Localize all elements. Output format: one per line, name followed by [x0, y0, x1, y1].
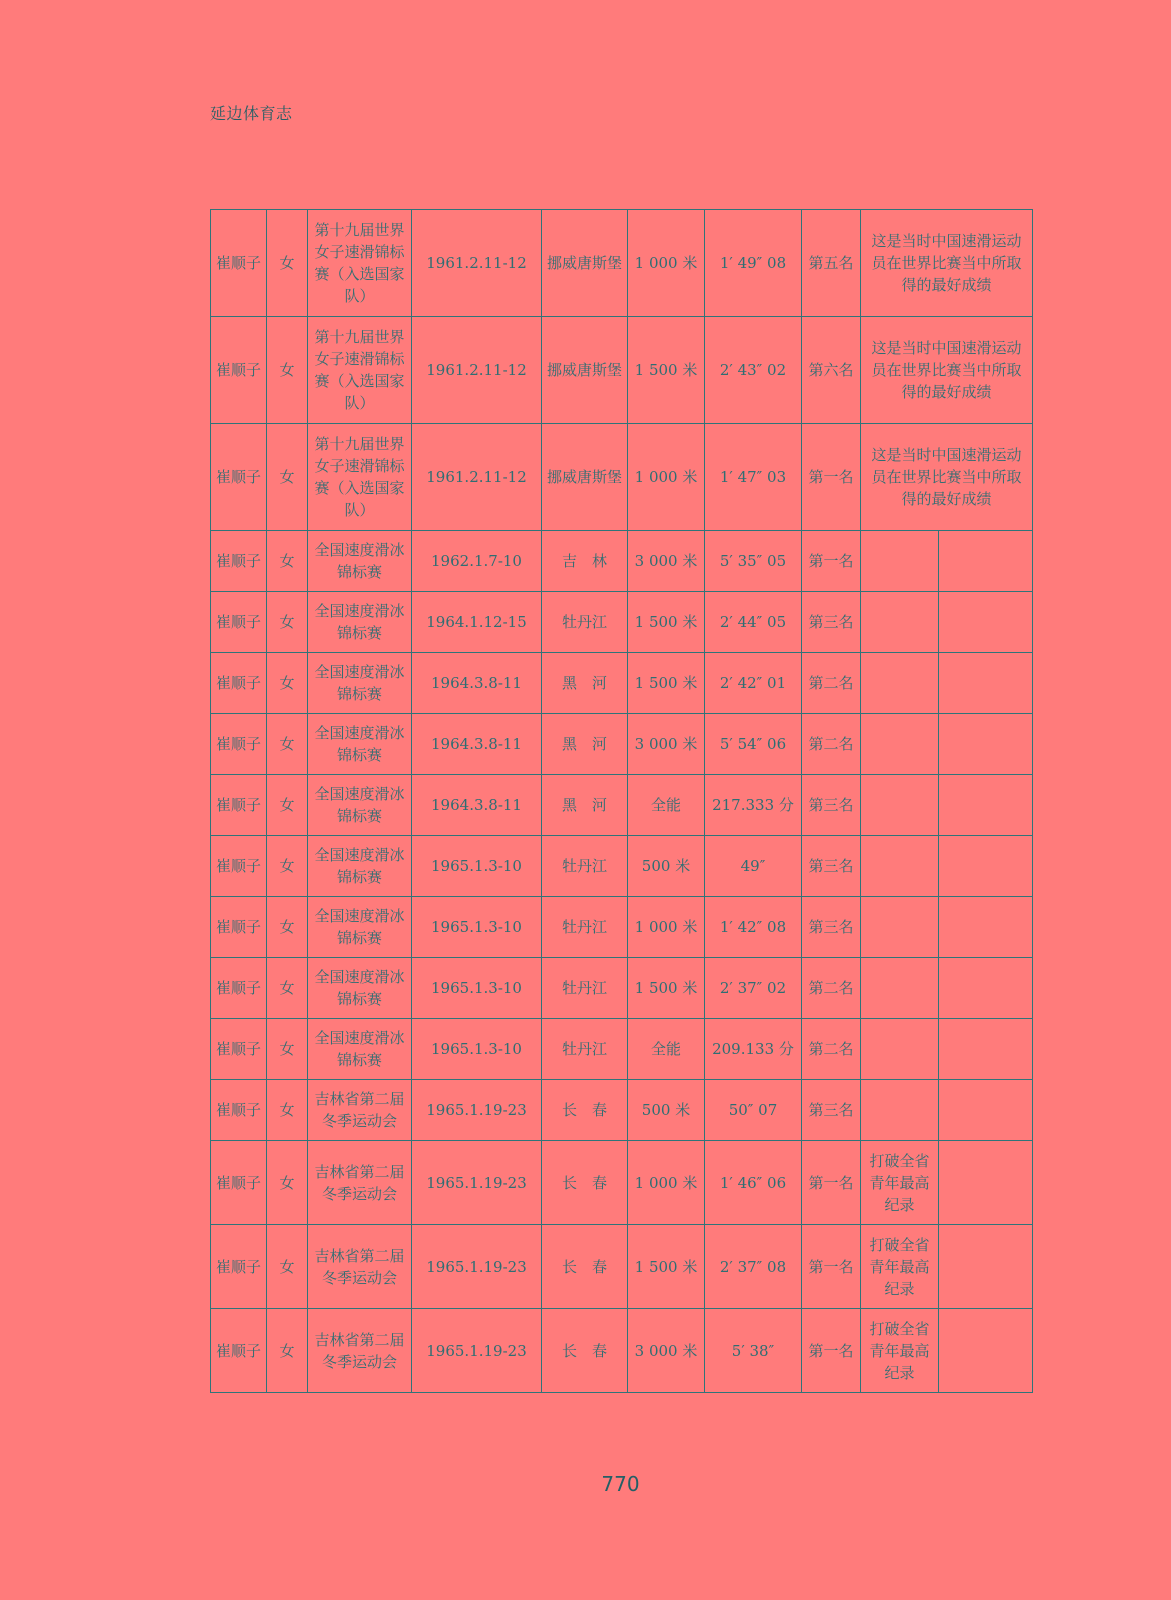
- result-cell: 209.133 分: [705, 1019, 802, 1080]
- sex-cell: 女: [267, 836, 308, 897]
- athlete-name-cell: 崔顺子: [211, 958, 267, 1019]
- note-cell: [861, 714, 939, 775]
- place-cell: 挪威唐斯堡: [542, 317, 628, 424]
- blank-cell: [939, 1225, 1033, 1309]
- place-cell: 牡丹江: [542, 897, 628, 958]
- result-cell: 5′ 35″ 05: [705, 531, 802, 592]
- event-cell: 全国速度滑冰锦标赛: [308, 653, 412, 714]
- rank-cell: 第一名: [802, 424, 861, 531]
- place-cell: 长 春: [542, 1141, 628, 1225]
- rank-cell: 第二名: [802, 958, 861, 1019]
- athlete-name-cell: 崔顺子: [211, 1225, 267, 1309]
- result-cell: 1′ 49″ 08: [705, 210, 802, 317]
- event-cell: 吉林省第二届冬季运动会: [308, 1225, 412, 1309]
- note-cell: [861, 775, 939, 836]
- place-cell: 牡丹江: [542, 592, 628, 653]
- result-cell: 5′ 54″ 06: [705, 714, 802, 775]
- sex-cell: 女: [267, 1019, 308, 1080]
- distance-cell: 1 500 米: [628, 1225, 705, 1309]
- event-cell: 全国速度滑冰锦标赛: [308, 592, 412, 653]
- event-cell: 吉林省第二届冬季运动会: [308, 1309, 412, 1393]
- date-cell: 1964.3.8-11: [412, 775, 542, 836]
- athlete-name-cell: 崔顺子: [211, 210, 267, 317]
- result-cell: 217.333 分: [705, 775, 802, 836]
- date-cell: 1965.1.3-10: [412, 897, 542, 958]
- table-row: [211, 531, 1033, 592]
- table-row: [211, 424, 1033, 531]
- table-row: [211, 210, 1033, 317]
- distance-cell: 3 000 米: [628, 1309, 705, 1393]
- sex-cell: 女: [267, 1309, 308, 1393]
- result-cell: 2′ 37″ 02: [705, 958, 802, 1019]
- sex-cell: 女: [267, 1141, 308, 1225]
- result-cell: 1′ 46″ 06: [705, 1141, 802, 1225]
- distance-cell: 1 500 米: [628, 592, 705, 653]
- date-cell: 1964.1.12-15: [412, 592, 542, 653]
- table-row: [211, 653, 1033, 714]
- result-cell: 2′ 43″ 02: [705, 317, 802, 424]
- result-cell: 1′ 42″ 08: [705, 897, 802, 958]
- date-cell: 1961.2.11-12: [412, 317, 542, 424]
- distance-cell: 1 500 米: [628, 958, 705, 1019]
- distance-cell: 3 000 米: [628, 531, 705, 592]
- date-cell: 1962.1.7-10: [412, 531, 542, 592]
- note-cell: [861, 653, 939, 714]
- event-cell: 第十九届世界女子速滑锦标赛（入选国家队）: [308, 424, 412, 531]
- rank-cell: 第一名: [802, 531, 861, 592]
- date-cell: 1964.3.8-11: [412, 714, 542, 775]
- note-cell: [861, 1019, 939, 1080]
- table-row: [211, 1309, 1033, 1393]
- table-body: [211, 210, 1033, 1393]
- distance-cell: 1 000 米: [628, 1141, 705, 1225]
- event-cell: 全国速度滑冰锦标赛: [308, 836, 412, 897]
- blank-cell: [939, 531, 1033, 592]
- distance-cell: 1 000 米: [628, 897, 705, 958]
- rank-cell: 第五名: [802, 210, 861, 317]
- distance-cell: 3 000 米: [628, 714, 705, 775]
- place-cell: 牡丹江: [542, 958, 628, 1019]
- athlete-name-cell: 崔顺子: [211, 653, 267, 714]
- rank-cell: 第三名: [802, 592, 861, 653]
- place-cell: 吉 林: [542, 531, 628, 592]
- result-cell: 2′ 37″ 08: [705, 1225, 802, 1309]
- distance-cell: 1 000 米: [628, 210, 705, 317]
- place-cell: 牡丹江: [542, 1019, 628, 1080]
- note-cell: 打破全省青年最高纪录: [861, 1225, 939, 1309]
- date-cell: 1965.1.19-23: [412, 1141, 542, 1225]
- note-cell: 这是当时中国速滑运动员在世界比赛当中所取得的最好成绩: [861, 424, 1033, 531]
- table-row: [211, 1141, 1033, 1225]
- rank-cell: 第三名: [802, 836, 861, 897]
- date-cell: 1964.3.8-11: [412, 653, 542, 714]
- event-cell: 吉林省第二届冬季运动会: [308, 1141, 412, 1225]
- table-row: [211, 1080, 1033, 1141]
- event-cell: 第十九届世界女子速滑锦标赛（入选国家队）: [308, 317, 412, 424]
- event-cell: 全国速度滑冰锦标赛: [308, 714, 412, 775]
- running-header: 延边体育志: [210, 104, 293, 123]
- rank-cell: 第一名: [802, 1225, 861, 1309]
- sex-cell: 女: [267, 1080, 308, 1141]
- blank-cell: [939, 1309, 1033, 1393]
- result-cell: 50″ 07: [705, 1080, 802, 1141]
- place-cell: 牡丹江: [542, 836, 628, 897]
- place-cell: 挪威唐斯堡: [542, 210, 628, 317]
- table-row: [211, 958, 1033, 1019]
- result-cell: 49″: [705, 836, 802, 897]
- blank-cell: [939, 653, 1033, 714]
- blank-cell: [939, 1019, 1033, 1080]
- sex-cell: 女: [267, 958, 308, 1019]
- table-row: [211, 714, 1033, 775]
- note-cell: 这是当时中国速滑运动员在世界比赛当中所取得的最好成绩: [861, 317, 1033, 424]
- blank-cell: [939, 775, 1033, 836]
- table-row: [211, 897, 1033, 958]
- athlete-name-cell: 崔顺子: [211, 1141, 267, 1225]
- rank-cell: 第二名: [802, 653, 861, 714]
- rank-cell: 第二名: [802, 714, 861, 775]
- place-cell: 黑 河: [542, 714, 628, 775]
- date-cell: 1965.1.19-23: [412, 1080, 542, 1141]
- distance-cell: 1 500 米: [628, 317, 705, 424]
- athlete-name-cell: 崔顺子: [211, 531, 267, 592]
- distance-cell: 500 米: [628, 1080, 705, 1141]
- blank-cell: [939, 958, 1033, 1019]
- blank-cell: [939, 592, 1033, 653]
- distance-cell: 全能: [628, 1019, 705, 1080]
- event-cell: 吉林省第二届冬季运动会: [308, 1080, 412, 1141]
- rank-cell: 第三名: [802, 1080, 861, 1141]
- athlete-name-cell: 崔顺子: [211, 1080, 267, 1141]
- athlete-name-cell: 崔顺子: [211, 897, 267, 958]
- sex-cell: 女: [267, 210, 308, 317]
- athlete-name-cell: 崔顺子: [211, 1309, 267, 1393]
- athlete-name-cell: 崔顺子: [211, 1019, 267, 1080]
- note-cell: [861, 531, 939, 592]
- date-cell: 1961.2.11-12: [412, 424, 542, 531]
- note-cell: [861, 836, 939, 897]
- place-cell: 长 春: [542, 1080, 628, 1141]
- date-cell: 1965.1.3-10: [412, 836, 542, 897]
- athlete-name-cell: 崔顺子: [211, 592, 267, 653]
- date-cell: 1965.1.19-23: [412, 1309, 542, 1393]
- note-cell: [861, 897, 939, 958]
- rank-cell: 第三名: [802, 775, 861, 836]
- distance-cell: 1 500 米: [628, 653, 705, 714]
- place-cell: 长 春: [542, 1309, 628, 1393]
- event-cell: 全国速度滑冰锦标赛: [308, 958, 412, 1019]
- event-cell: 第十九届世界女子速滑锦标赛（入选国家队）: [308, 210, 412, 317]
- date-cell: 1965.1.19-23: [412, 1225, 542, 1309]
- note-cell: [861, 958, 939, 1019]
- athlete-name-cell: 崔顺子: [211, 714, 267, 775]
- athlete-name-cell: 崔顺子: [211, 317, 267, 424]
- table-row: [211, 317, 1033, 424]
- athlete-name-cell: 崔顺子: [211, 424, 267, 531]
- table-row: [211, 775, 1033, 836]
- note-cell: [861, 592, 939, 653]
- date-cell: 1965.1.3-10: [412, 1019, 542, 1080]
- distance-cell: 1 000 米: [628, 424, 705, 531]
- place-cell: 挪威唐斯堡: [542, 424, 628, 531]
- distance-cell: 500 米: [628, 836, 705, 897]
- rank-cell: 第六名: [802, 317, 861, 424]
- event-cell: 全国速度滑冰锦标赛: [308, 897, 412, 958]
- sex-cell: 女: [267, 775, 308, 836]
- rank-cell: 第二名: [802, 1019, 861, 1080]
- sex-cell: 女: [267, 897, 308, 958]
- event-cell: 全国速度滑冰锦标赛: [308, 775, 412, 836]
- blank-cell: [939, 897, 1033, 958]
- result-cell: 2′ 42″ 01: [705, 653, 802, 714]
- table-row: [211, 1225, 1033, 1309]
- date-cell: 1965.1.3-10: [412, 958, 542, 1019]
- date-cell: 1961.2.11-12: [412, 210, 542, 317]
- note-cell: 打破全省青年最高纪录: [861, 1309, 939, 1393]
- sex-cell: 女: [267, 1225, 308, 1309]
- sex-cell: 女: [267, 714, 308, 775]
- sex-cell: 女: [267, 531, 308, 592]
- result-cell: 5′ 38″: [705, 1309, 802, 1393]
- sex-cell: 女: [267, 317, 308, 424]
- blank-cell: [939, 1080, 1033, 1141]
- blank-cell: [939, 836, 1033, 897]
- table-row: [211, 1019, 1033, 1080]
- sex-cell: 女: [267, 653, 308, 714]
- table-row: [211, 592, 1033, 653]
- athlete-name-cell: 崔顺子: [211, 775, 267, 836]
- rank-cell: 第三名: [802, 897, 861, 958]
- place-cell: 长 春: [542, 1225, 628, 1309]
- blank-cell: [939, 714, 1033, 775]
- records-table: [210, 209, 1033, 1393]
- event-cell: 全国速度滑冰锦标赛: [308, 1019, 412, 1080]
- note-cell: [861, 1080, 939, 1141]
- rank-cell: 第一名: [802, 1141, 861, 1225]
- event-cell: 全国速度滑冰锦标赛: [308, 531, 412, 592]
- note-cell: 打破全省青年最高纪录: [861, 1141, 939, 1225]
- blank-cell: [939, 1141, 1033, 1225]
- sex-cell: 女: [267, 592, 308, 653]
- athlete-name-cell: 崔顺子: [211, 836, 267, 897]
- distance-cell: 全能: [628, 775, 705, 836]
- rank-cell: 第一名: [802, 1309, 861, 1393]
- page-number: 770: [601, 1472, 640, 1496]
- place-cell: 黑 河: [542, 775, 628, 836]
- result-cell: 1′ 47″ 03: [705, 424, 802, 531]
- table-row: [211, 836, 1033, 897]
- note-cell: 这是当时中国速滑运动员在世界比赛当中所取得的最好成绩: [861, 210, 1033, 317]
- result-cell: 2′ 44″ 05: [705, 592, 802, 653]
- place-cell: 黑 河: [542, 653, 628, 714]
- sex-cell: 女: [267, 424, 308, 531]
